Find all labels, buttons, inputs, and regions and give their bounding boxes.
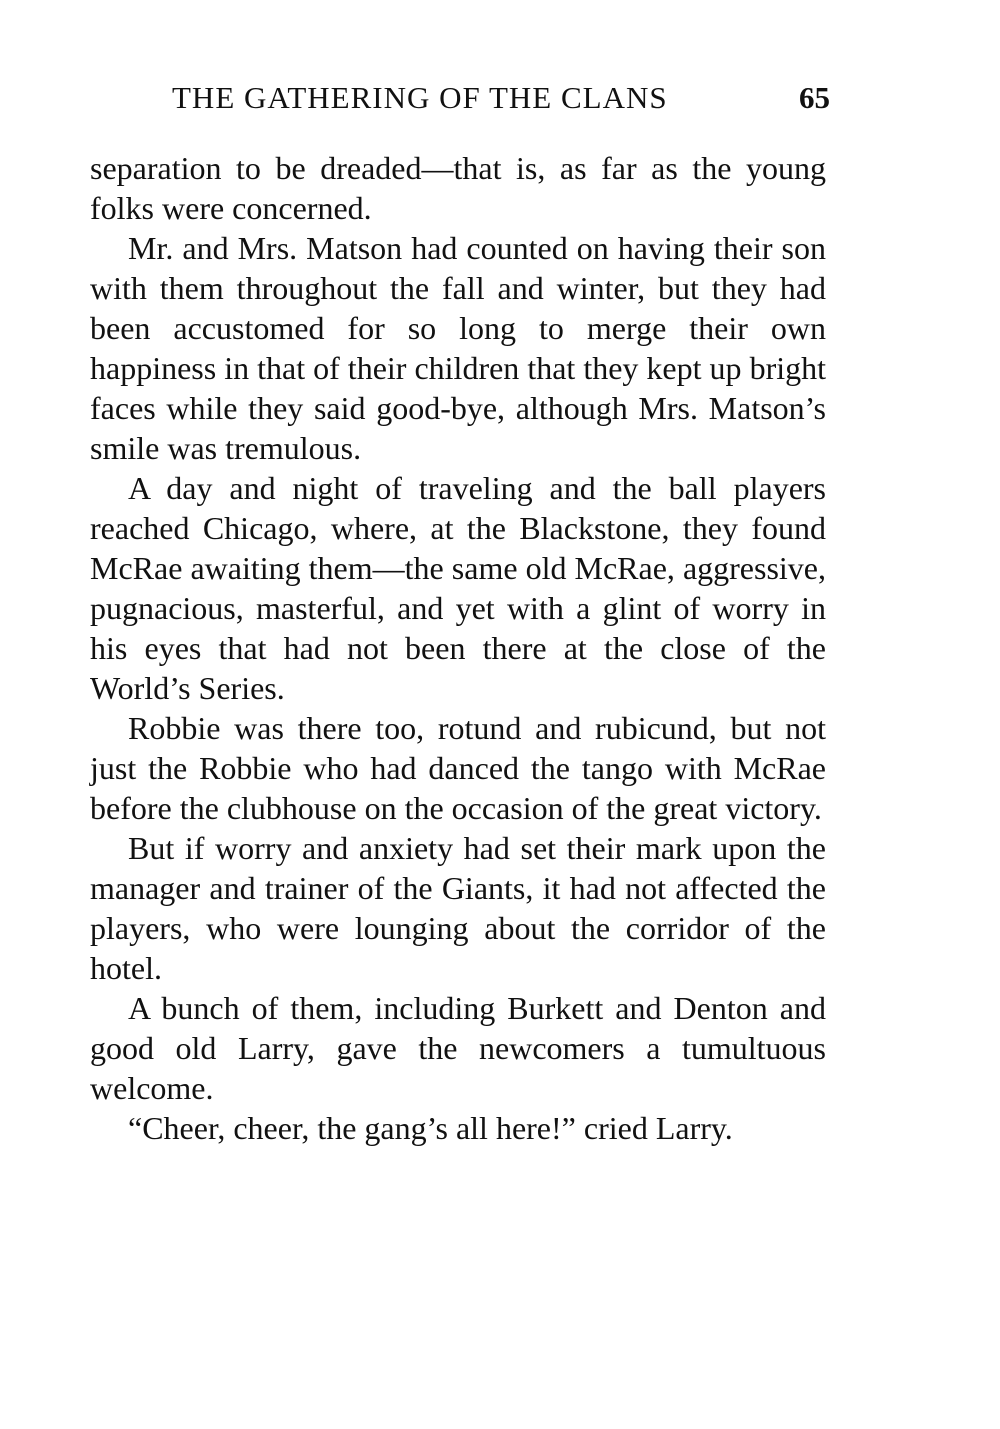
page-number: 65 <box>799 80 830 115</box>
paragraph-1: separation to be dreaded—that is, as far as the young folks were concerned. <box>90 150 826 226</box>
paragraph-4: Robbie was there too, rotund and rubicund, but not just the Robbie who had danced the tango with McRae before the clubhouse on the occasion of the great victory. <box>90 710 826 826</box>
body-text <box>90 148 826 1148</box>
paragraph-6: A bunch of them, including Burkett and Denton and good old Larry, gave the newcomers a tumultuous welcome. <box>90 990 826 1106</box>
running-head <box>90 78 830 118</box>
paragraph-7: “Cheer, cheer, the gang’s all here!” cried Larry. <box>128 1110 733 1146</box>
paragraph-2: Mr. and Mrs. Matson had counted on having their son with them throughout the fall and winter, but they had been accustomed for so long to merge their own happiness in that of their children that they kept up bright faces while they said good-bye, although Mrs. Matson’s smile was tremulous. <box>90 230 826 466</box>
paragraph-3: A day and night of traveling and the ball players reached Chicago, where, at the Blackstone, they found McRae awaiting them—the same old McRae, aggressive, pugnacious, masterful, and yet with a glint of worry in his eyes that had not been there at the close of the World’s Series. <box>90 470 826 706</box>
paragraph-5: But if worry and anxiety had set their mark upon the manager and trainer of the Giants, it had not affected the players, who were lounging about the corridor of the hotel. <box>90 830 826 986</box>
running-title: THE GATHERING OF THE CLANS <box>172 80 668 115</box>
